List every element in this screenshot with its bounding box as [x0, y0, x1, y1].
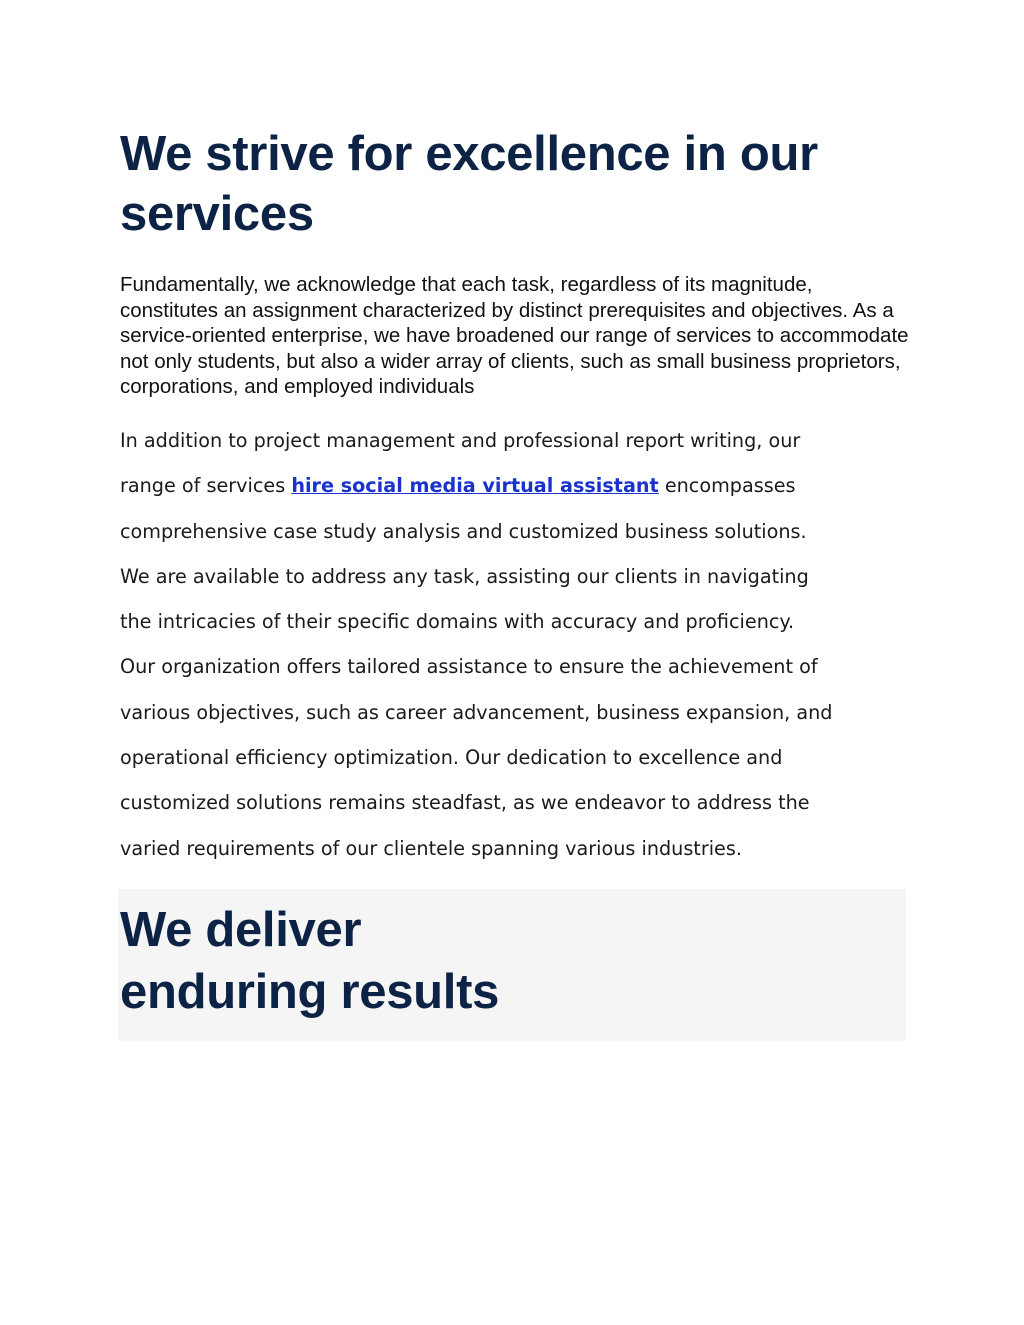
hire-assistant-link[interactable]: hire social media virtual assistant [291, 474, 659, 498]
results-heading-line: We deliver [120, 903, 362, 957]
results-heading-line: enduring results [120, 965, 500, 1019]
results-panel [118, 889, 906, 1041]
services-line: customized solutions remains steadfast, as we endeavor to address the [120, 791, 810, 815]
services-line: operational efficiency optimization. Our dedication to excellence and [120, 746, 783, 770]
services-line: various objectives, such as career advancement, business expansion, and [120, 700, 833, 724]
results-heading [120, 899, 499, 1023]
page-title: We strive for excellence in our services [120, 127, 818, 241]
intro-paragraph: Fundamentally, we acknowledge that each task, regardless of its magnitude, constitutes an assignment characterized by distinct prerequisites and objectives. As a service-oriented enterprise, we have broadened our range of services to accommodate not only students, but also a wider array of clients, such as small business proprietors, corporations, and employed individuals [120, 273, 909, 398]
services-paragraph [120, 418, 920, 871]
services-line: We are available to address any task, assisting our clients in navigating [120, 564, 809, 588]
services-line: Our organization offers tailored assistance to ensure the achievement of [120, 655, 818, 679]
services-line-prefix: range of services [120, 474, 292, 498]
services-line: comprehensive case study analysis and customized business solutions. [120, 519, 807, 543]
services-line: varied requirements of our clientele spanning various industries. [120, 836, 742, 860]
services-line-with-link [120, 463, 920, 508]
services-line-suffix: encompasses [658, 474, 796, 498]
services-line: In addition to project management and professional report writing, our [120, 429, 801, 452]
services-line: the intricacies of their specific domains with accuracy and proficiency. [120, 610, 795, 634]
